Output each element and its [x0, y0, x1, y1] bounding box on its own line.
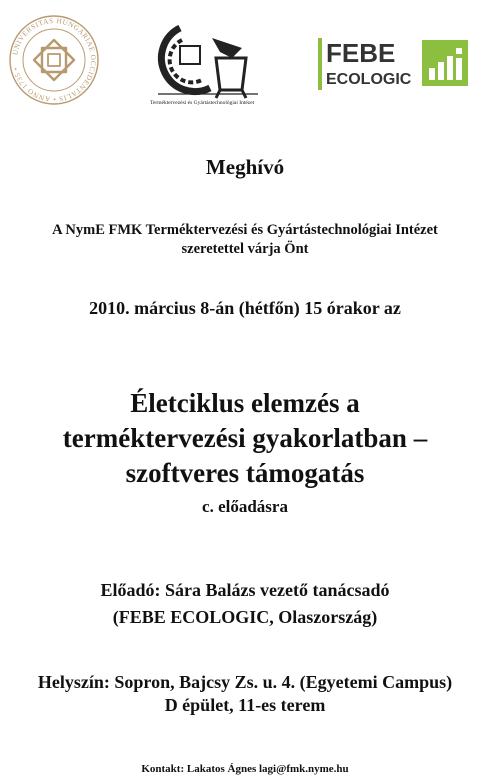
venue-line-1: Helyszín: Sopron, Bajcsy Zs. u. 4. (Egyetemi Campus): [37, 672, 453, 692]
university-seal-logo: [8, 14, 100, 106]
title-line-2: terméktervezési gyakorlatban –: [62, 423, 428, 453]
febe-ecologic-logo: [318, 38, 470, 90]
lecture-title: [0, 386, 490, 491]
speaker-line-1: Előadó: Sára Balázs vezető tanácsadó: [100, 580, 390, 600]
intro-line-2: szeretettel várja Önt: [181, 241, 309, 257]
febe-text: FEBE: [326, 38, 396, 68]
ecologic-text: ECOLOGIC: [326, 71, 412, 88]
speaker-line-2: (FEBE ECOLOGIC, Olaszország): [112, 607, 378, 627]
seal-text: UNIVERSITAS HUNGARIAE OCCIDENTALIS • ANNO 1735 •: [11, 16, 98, 104]
institute-logo: [150, 18, 270, 118]
svg-text:UNIVERSITAS HUNGARIAE OCCIDENT: [11, 17, 97, 103]
date-line: 2010. március 8-án (hétfőn) 15 órakor az: [89, 298, 401, 318]
institute-caption: Terméktervezési és Gyártástechnológiai Intézet: [150, 100, 255, 106]
title-line-1: Életciklus elemzés a: [130, 388, 360, 418]
invitation-heading: Meghívó: [205, 155, 285, 179]
lecture-subtitle: c. előadásra: [202, 497, 288, 516]
intro-line-1: A NymE FMK Terméktervezési és Gyártástechnológiai Intézet: [52, 222, 438, 238]
title-line-3: szoftveres támogatás: [125, 458, 365, 488]
venue-line-2: D épület, 11-es terem: [164, 695, 326, 715]
contact-line: Kontakt: Lakatos Ágnes lagi@fmk.nyme.hu: [141, 763, 349, 775]
